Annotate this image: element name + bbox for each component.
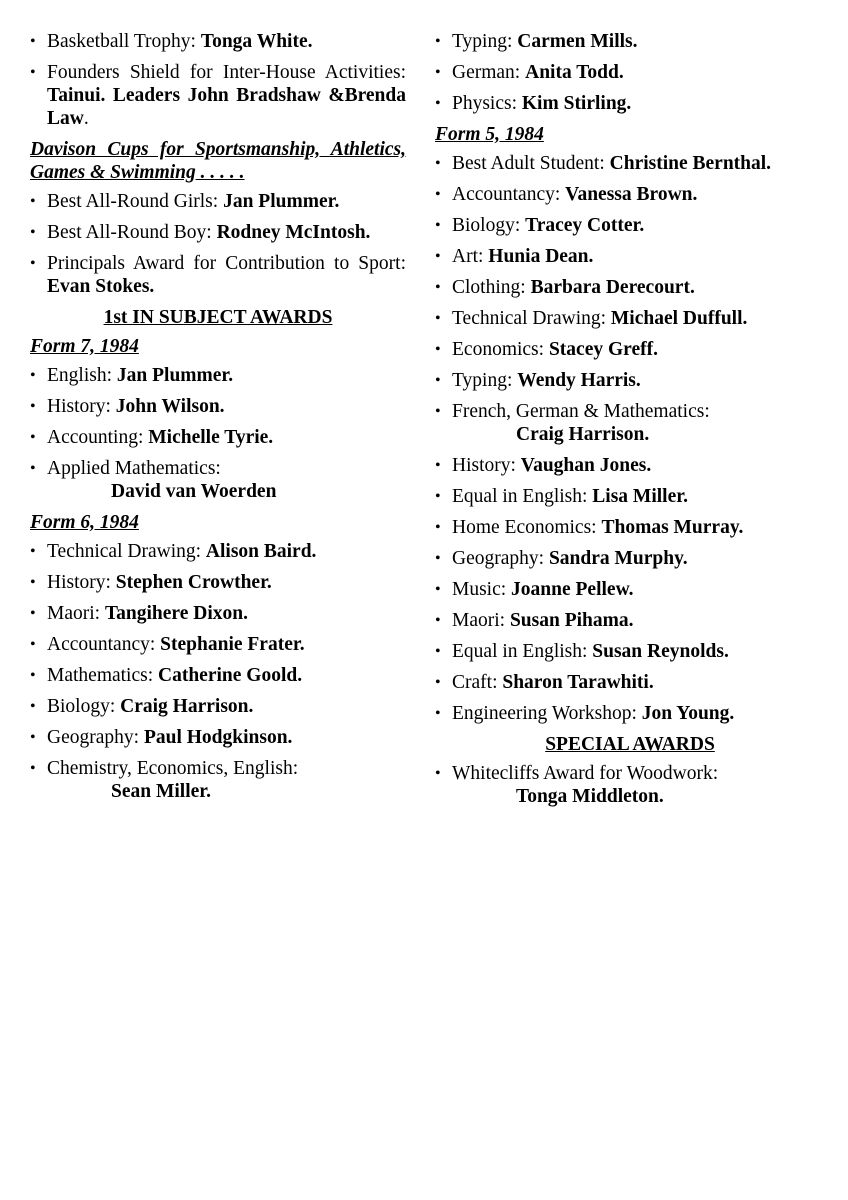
award-label: Founders Shield for Inter-House Activities: (47, 62, 406, 83)
recipient-name: Craig Harrison. (516, 424, 650, 445)
award-item-equal-in-english (435, 485, 825, 508)
recipient-name: Jan Plummer. (223, 191, 340, 212)
award-label: Maori: (47, 603, 105, 624)
recipient-name: Wendy Harris. (517, 370, 641, 391)
recipient-name: Vanessa Brown. (565, 184, 698, 205)
recipient-name: Michael Duffull. (610, 308, 748, 329)
award-item-chemistry-economics-english (30, 757, 406, 803)
award-item-economics (435, 338, 825, 361)
recipient-name: Sandra Murphy. (548, 548, 688, 569)
award-item-technical-drawing (435, 307, 825, 330)
recipient-name: Sean Miller. (111, 781, 212, 802)
recipient-name: Joanne Pellew. (511, 579, 634, 600)
award-label: German: (452, 62, 526, 83)
award-label: History: (47, 396, 116, 417)
award-item-french-german-mathematics (435, 400, 825, 446)
award-item-best-all-round-girls (30, 190, 406, 213)
section-heading: Form 6, 1984 (30, 512, 139, 533)
award-item-accountancy (435, 183, 825, 206)
award-item-technical-drawing (30, 540, 406, 563)
left-column (30, 30, 406, 811)
award-label: Best All-Round Girls: (47, 191, 224, 212)
recipient-name: Tainui. Leaders John Bradshaw &Brenda Law (47, 85, 406, 129)
award-label: Principals Award for Contribution to Sport: (47, 253, 406, 274)
award-item-accounting (30, 426, 406, 449)
award-label: Whitecliffs Award for Woodwork: (452, 763, 719, 784)
award-label: Geography: (47, 727, 144, 748)
award-label: Mathematics: (47, 665, 159, 686)
award-item-english (30, 364, 406, 387)
award-item-history (30, 395, 406, 418)
award-item-craft (435, 671, 825, 694)
recipient-name: Tonga White. (200, 31, 313, 52)
award-item-history (30, 571, 406, 594)
award-label: Engineering Workshop: (452, 703, 642, 724)
award-label: Biology: (452, 215, 526, 236)
award-item-typing (435, 30, 825, 53)
recipient-name: Lisa Miller. (592, 486, 688, 507)
recipient-name: Barbara Derecourt. (530, 277, 695, 298)
award-item-accountancy (30, 633, 406, 656)
recipient-name: Alison Baird. (205, 541, 317, 562)
award-label: Music: (452, 579, 512, 600)
award-label: Typing: (452, 370, 518, 391)
award-label: Equal in English: (452, 486, 593, 507)
award-label: Economics: (452, 339, 549, 360)
recipient-name: Kim Stirling. (521, 93, 632, 114)
recipient-name: Thomas Murray. (601, 517, 744, 538)
award-label: Geography: (452, 548, 549, 569)
recipient-name: Paul Hodgkinson. (143, 727, 293, 748)
recipient-name: Christine Bernthal. (609, 153, 772, 174)
section-heading: Davison Cups for Sportsmanship, Athletics, Games & Swimming . . . . . (30, 139, 406, 183)
award-suffix: . (83, 108, 89, 129)
award-label: History: (452, 455, 521, 476)
recipient-name: Carmen Mills. (517, 31, 638, 52)
recipient-name: Tonga Middleton. (516, 786, 664, 807)
recipient-name: Stephen Crowther. (115, 572, 272, 593)
recipient-name: Tangihere Dixon. (104, 603, 248, 624)
award-item-geography (435, 547, 825, 570)
recipient-name: Craig Harrison. (120, 696, 254, 717)
award-label: Home Economics: (452, 517, 602, 538)
award-label: Clothing: (452, 277, 531, 298)
award-item-best-all-round-boy (30, 221, 406, 244)
right-column (435, 30, 825, 816)
award-item-home-economics (435, 516, 825, 539)
award-label: Best All-Round Boy: (47, 222, 217, 243)
award-item-maori (30, 602, 406, 625)
award-item-applied-mathematics (30, 457, 406, 503)
award-label: Applied Mathematics: (47, 458, 221, 479)
award-label: History: (47, 572, 116, 593)
recipient-name: Susan Pihama. (509, 610, 634, 631)
award-label: Technical Drawing: (47, 541, 206, 562)
award-label: Chemistry, Economics, English: (47, 758, 299, 779)
award-item-physics (435, 92, 825, 115)
recipient-name: Susan Reynolds. (592, 641, 729, 662)
award-item-biology (435, 214, 825, 237)
award-label: Maori: (452, 610, 510, 631)
award-label: Basketball Trophy: (47, 31, 201, 52)
awards-title: SPECIAL AWARDS (545, 734, 715, 755)
recipient-name: Catherine Goold. (158, 665, 303, 686)
recipient-name: Vaughan Jones. (520, 455, 652, 476)
award-item-basketball-trophy (30, 30, 406, 53)
award-item-maori (435, 609, 825, 632)
award-item-geography (30, 726, 406, 749)
recipient-name: John Wilson. (115, 396, 225, 417)
award-label: Best Adult Student: (452, 153, 610, 174)
award-item-equal-in-english (435, 640, 825, 663)
recipient-name: Jan Plummer. (116, 365, 234, 386)
recipient-name: Stephanie Frater. (160, 634, 305, 655)
section-heading: Form 7, 1984 (30, 336, 139, 357)
award-label: Accountancy: (452, 184, 566, 205)
award-label: Craft: (452, 672, 503, 693)
award-item-founders-shield-for-inter-house-activities (30, 61, 406, 130)
award-item-typing (435, 369, 825, 392)
award-label: Biology: (47, 696, 121, 717)
recipient-name: Anita Todd. (525, 62, 624, 83)
award-label: Technical Drawing: (452, 308, 611, 329)
award-label: French, German & Mathematics: (452, 401, 710, 422)
award-label: Art: (452, 246, 489, 267)
award-item-principals-award-for-contribution-to-sport (30, 252, 406, 298)
award-label: Accounting: (47, 427, 149, 448)
award-item-engineering-workshop (435, 702, 825, 725)
award-item-clothing (435, 276, 825, 299)
award-item-german (435, 61, 825, 84)
recipient-name: Jon Young. (641, 703, 735, 724)
section-heading: Form 5, 1984 (435, 124, 544, 145)
awards-title: 1st IN SUBJECT AWARDS (103, 307, 333, 328)
award-item-art (435, 245, 825, 268)
award-item-best-adult-student (435, 152, 825, 175)
award-label: Typing: (452, 31, 518, 52)
recipient-name: David van Woerden (111, 481, 277, 502)
recipient-name: Michelle Tyrie. (148, 427, 274, 448)
award-item-biology (30, 695, 406, 718)
recipient-name: Rodney McIntosh. (216, 222, 371, 243)
recipient-name: Evan Stokes. (47, 276, 155, 297)
award-label: English: (47, 365, 117, 386)
award-label: Equal in English: (452, 641, 593, 662)
award-item-mathematics (30, 664, 406, 687)
recipient-name: Sharon Tarawhiti. (502, 672, 654, 693)
award-item-history (435, 454, 825, 477)
recipient-name: Stacey Greff. (548, 339, 658, 360)
award-item-whitecliffs-award-for-woodwork (435, 762, 825, 808)
recipient-name: Hunia Dean. (488, 246, 594, 267)
award-label: Physics: (452, 93, 522, 114)
award-item-music (435, 578, 825, 601)
award-label: Accountancy: (47, 634, 161, 655)
recipient-name: Tracey Cotter. (525, 215, 645, 236)
